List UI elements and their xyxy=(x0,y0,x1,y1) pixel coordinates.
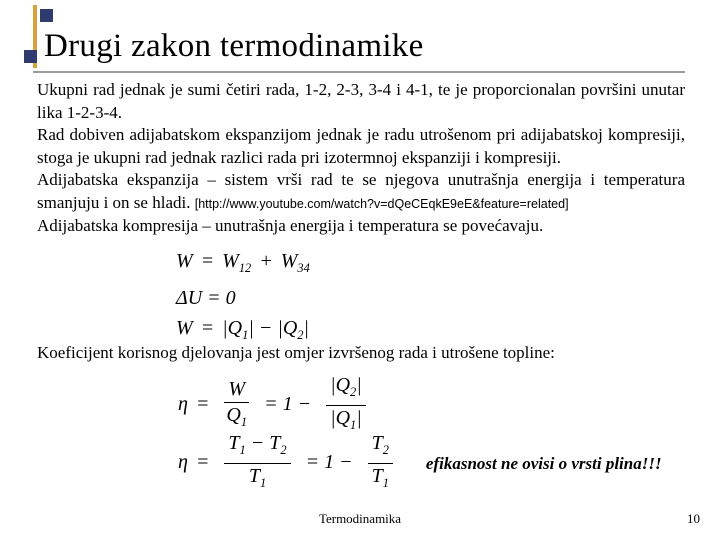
youtube-link[interactable]: [http://www.youtube.com/watch?v=dQeCEqkE9eE&feature=related] xyxy=(194,196,569,211)
equals-one-minus: = 1 − xyxy=(264,393,312,416)
abs-bar: | xyxy=(303,317,309,339)
eq-term: T xyxy=(371,465,383,487)
equation-work-sum xyxy=(176,249,310,280)
eq-term: W xyxy=(176,250,193,272)
eq-term: T xyxy=(371,432,383,454)
fraction xyxy=(224,378,249,434)
page-number: 10 xyxy=(687,511,700,526)
footer-title: Termodinamika xyxy=(318,511,402,526)
eq-term: W xyxy=(176,317,193,339)
equals-sign: = xyxy=(195,393,210,416)
eq-term: W xyxy=(280,250,298,272)
title-divider xyxy=(33,71,685,73)
eq-term: T xyxy=(228,432,240,454)
numerator: W xyxy=(224,378,249,403)
equation-efficiency-heat xyxy=(178,374,373,437)
equals-one-minus: = 1 − xyxy=(305,451,353,474)
numerator xyxy=(326,374,366,406)
equals-sign: = xyxy=(200,317,215,339)
subscript: 2 xyxy=(382,443,389,457)
equation-internal-energy xyxy=(176,286,310,310)
accent-square-bottom xyxy=(24,50,37,63)
numerator xyxy=(368,432,393,464)
eq-term: − T xyxy=(245,432,281,454)
subscript: 1 xyxy=(382,476,389,490)
subscript: 2 xyxy=(350,385,357,399)
denominator xyxy=(249,464,266,495)
eq-term: Q xyxy=(226,403,241,426)
paragraph-adiabatic-compression: Adijabatska kompresija – unutrašnja energija i temperatura se povećavaju. xyxy=(37,216,544,235)
fraction xyxy=(224,432,290,495)
equation-group xyxy=(176,249,310,353)
subscript: 1 xyxy=(240,414,248,429)
abs-bar: | xyxy=(356,407,362,429)
expansion-text: Adijabatska ekspanzija – sistem vrši rad te se njegova unutrašnja energija i temperatura smanjuju i on se hladi. xyxy=(37,170,685,212)
eta-symbol: η xyxy=(178,451,188,474)
subscript: 2 xyxy=(280,443,287,457)
coefficient-text: Koeficijent korisnog djelovanja jest omjer izvršenog rada i utrošene topline: xyxy=(37,343,555,362)
eq-term: W xyxy=(222,250,239,272)
fraction xyxy=(368,432,393,495)
eq-term: T xyxy=(248,465,260,487)
equals-sign: = xyxy=(195,451,210,474)
subscript: 1 xyxy=(239,443,246,457)
subscript: 1 xyxy=(242,328,249,342)
denominator xyxy=(226,403,247,434)
paragraph-adiabatic-work: Rad dobiven adijabatskom ekspanzijom jednak je radu utrošenom pri adijabatskoj kompresiji, stoga je ukupni rad jednak razlici rada pri izotermnoj ekspanziji i kompresiji. xyxy=(37,125,685,167)
accent-square-top xyxy=(40,9,53,22)
eq-term: |Q xyxy=(330,374,351,396)
denominator xyxy=(372,464,389,495)
eq-term: | − |Q xyxy=(248,317,298,339)
subscript: 34 xyxy=(297,261,310,275)
subscript: 1 xyxy=(259,476,267,490)
body-text xyxy=(37,79,685,238)
eta-symbol: η xyxy=(178,393,188,416)
equation-efficiency-temperature xyxy=(178,432,662,495)
paragraph-adiabatic-expansion xyxy=(37,169,685,215)
plus-sign: + xyxy=(259,250,273,272)
subscript: 1 xyxy=(350,418,357,432)
eq-term: |Q xyxy=(330,407,351,429)
numerator xyxy=(224,432,290,464)
paragraph-work-sum: Ukupni rad jednak je sumi četiri rada, 1-2, 2-3, 3-4 i 4-1, te je proporcionalan površini unutar lika 1-2-3-4. xyxy=(37,80,685,122)
fraction xyxy=(326,374,366,437)
efficiency-note: efikasnost ne ovisi o vrsti plina!!! xyxy=(425,453,662,473)
subscript: 2 xyxy=(297,328,304,342)
subscript: 12 xyxy=(238,261,252,275)
eq-term: ΔU = 0 xyxy=(176,287,236,309)
page-title: Drugi zakon termodinamike xyxy=(44,28,424,64)
abs-bar: | xyxy=(356,374,362,396)
equals-sign: = xyxy=(200,250,215,272)
eq-term: |Q xyxy=(222,317,243,339)
